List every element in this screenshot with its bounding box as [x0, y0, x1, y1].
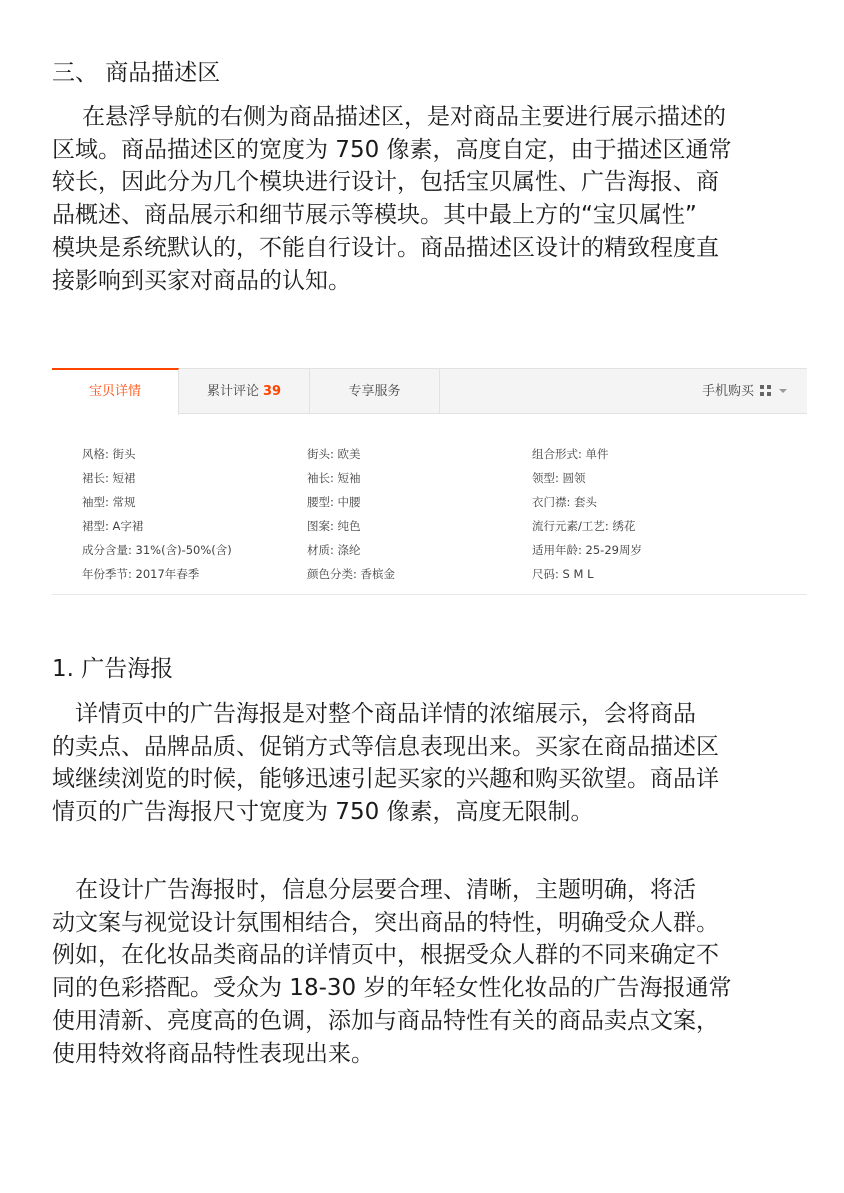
paragraph-line: 在设计广告海报时，信息分层要合理、清晰，主题明确，将活 [52, 877, 696, 903]
review-count: 39 [262, 384, 282, 399]
attribute-material: 材质: 涤纶 [307, 543, 361, 557]
chevron-down-icon [779, 389, 787, 393]
attribute-skirt-length: 裙长: 短裙 [82, 471, 136, 485]
tab-item-details[interactable] [52, 368, 179, 415]
attribute-composition: 成分含量: 31%(含)-50%(含) [82, 543, 232, 557]
paragraph-line: 的卖点、品牌品质、促销方式等信息表现出来。买家在商品描述区 [52, 733, 719, 760]
ad-poster-paragraph-2 [52, 874, 794, 1070]
paragraph-line: 使用清新、亮度高的色调，添加与商品特性有关的商品卖点文案， [52, 1007, 719, 1034]
attribute-combination: 组合形式: 单件 [532, 447, 609, 461]
paragraph-line: 较长，因此分为几个模块进行设计，包括宝贝属性、广告海报、商 [52, 169, 719, 196]
paragraph-line: 品概述、商品展示和细节展示等模块。其中最上方的“宝贝属性” [52, 202, 697, 229]
paragraph-line: 接影响到买家对商品的认知。 [52, 267, 351, 294]
attribute-color: 颜色分类: 香槟金 [307, 567, 396, 581]
paragraph-line: 例如，在化妆品类商品的详情页中，根据受众人群的不同来确定不 [52, 942, 719, 969]
paragraph-line: 模块是系统默认的，不能自行设计。商品描述区设计的精致程度直 [52, 234, 719, 261]
tab-bar [52, 368, 807, 414]
tab-exclusive-services[interactable] [310, 369, 440, 414]
paragraph-line: 区域。商品描述区的宽度为 750 像素，高度自定，由于描述区通常 [52, 136, 732, 163]
paragraph-line: 域继续浏览的时候，能够迅速引起买家的兴趣和购买欲望。商品详 [52, 766, 719, 793]
paragraph-line: 动文案与视觉设计氛围相结合，突出商品的特性，明确受众人群。 [52, 909, 719, 936]
attribute-trend-craft: 流行元素/工艺: 绣花 [532, 519, 636, 533]
tab-reviews[interactable] [179, 369, 310, 414]
attribute-waist: 腰型: 中腰 [307, 495, 361, 509]
paragraph-line: 在悬浮导航的右侧为商品描述区，是对商品主要进行展示描述的 [82, 104, 726, 130]
description-area-paragraph [52, 101, 794, 297]
product-detail-panel [52, 368, 807, 595]
tab-label: 宝贝详情 [88, 384, 141, 399]
attribute-sleeve-type: 袖型: 常规 [82, 495, 136, 509]
attribute-season: 年份季节: 2017年春季 [82, 567, 200, 581]
section-heading-ad-poster: 1. 广告海报 [52, 656, 174, 682]
attribute-street: 街头: 欧美 [307, 447, 361, 461]
paragraph-line: 使用特效将商品特性表现出来。 [52, 1040, 374, 1067]
mobile-buy-label: 手机购买 [701, 384, 754, 399]
mobile-buy-button[interactable] [702, 369, 787, 414]
attribute-placket: 衣门襟: 套头 [532, 495, 598, 509]
paragraph-line: 情页的广告海报尺寸宽度为 750 像素，高度无限制。 [52, 799, 594, 826]
paragraph-line: 详情页中的广告海报是对整个商品详情的浓缩展示，会将商品 [52, 701, 696, 727]
qr-code-icon [760, 385, 771, 396]
paragraph-line: 同的色彩搭配。受众为 18-30 岁的年轻女性化妆品的广告海报通常 [52, 975, 732, 1002]
ad-poster-paragraph-1 [52, 698, 794, 829]
tab-label: 专享服务 [348, 384, 401, 399]
attribute-age: 适用年龄: 25-29周岁 [532, 543, 642, 557]
tab-label: 累计评论 [206, 384, 259, 399]
attribute-collar: 领型: 圆领 [532, 471, 586, 485]
attribute-size: 尺码: S M L [532, 567, 594, 581]
attribute-style: 风格: 街头 [82, 447, 136, 461]
attribute-pattern: 图案: 纯色 [307, 519, 361, 533]
section-heading-description-area: 三、 商品描述区 [52, 60, 221, 86]
attribute-sleeve-length: 袖长: 短袖 [307, 471, 361, 485]
attribute-skirt-type: 裙型: A字裙 [82, 519, 144, 533]
